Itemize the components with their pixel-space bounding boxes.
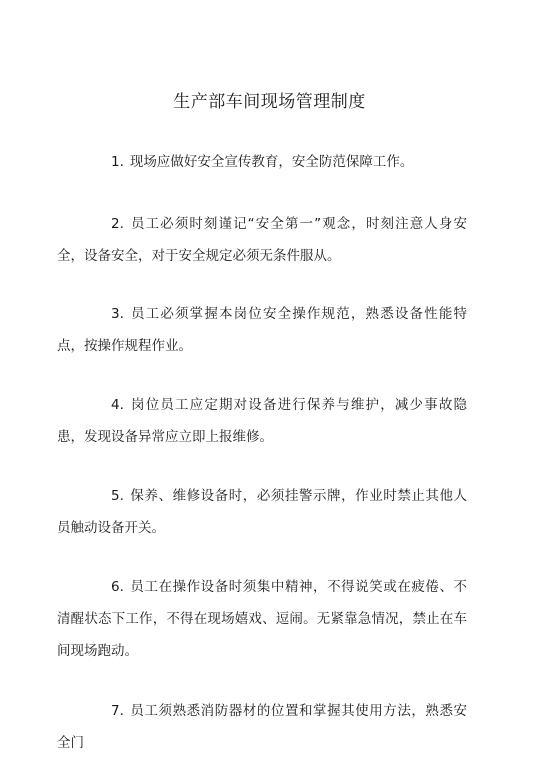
rule-number: 5.: [111, 488, 124, 504]
rule-text: 员工必须时刻谨记“安全第一”观念，时刻注意人身安全，设备安全，对于安全规定必须无条件服从。: [57, 216, 467, 264]
rule-item-2: [57, 208, 467, 272]
rule-number: 7.: [111, 703, 124, 719]
rule-item-4: [57, 389, 467, 453]
rule-item-3: [57, 298, 467, 362]
rule-number: 6.: [111, 579, 124, 595]
rule-item-7: [57, 695, 467, 759]
rule-item-5: [57, 480, 467, 544]
rule-text: 保养、维修设备时，必须挂警示牌，作业时禁止其他人员触动设备开关。: [57, 488, 467, 536]
rule-number: 1.: [111, 154, 124, 170]
rule-number: 2.: [111, 216, 124, 232]
rule-number: 4.: [111, 397, 124, 413]
rule-text: 员工须熟悉消防器材的位置和掌握其使用方法，熟悉安全门: [57, 703, 467, 751]
rule-text: 岗位员工应定期对设备进行保养与维护，减少事故隐患，发现设备异常应立即上报维修。: [57, 397, 467, 445]
rule-text: 现场应做好安全宣传教育，安全防范保障工作。: [129, 154, 414, 170]
rule-item-6: [57, 571, 467, 667]
rule-number: 3.: [111, 306, 124, 322]
document-title: 生产部车间现场管理制度: [173, 92, 366, 112]
rule-item-1: [57, 146, 467, 178]
rule-text: 员工必须掌握本岗位安全操作规范，熟悉设备性能特点，按操作规程作业。: [57, 306, 467, 354]
rule-text: 员工在操作设备时须集中精神，不得说笑或在疲倦、不清醒状态下工作，不得在现场嬉戏、逗闹。无紧靠急情况，禁止在车间现场跑动。: [57, 579, 467, 659]
